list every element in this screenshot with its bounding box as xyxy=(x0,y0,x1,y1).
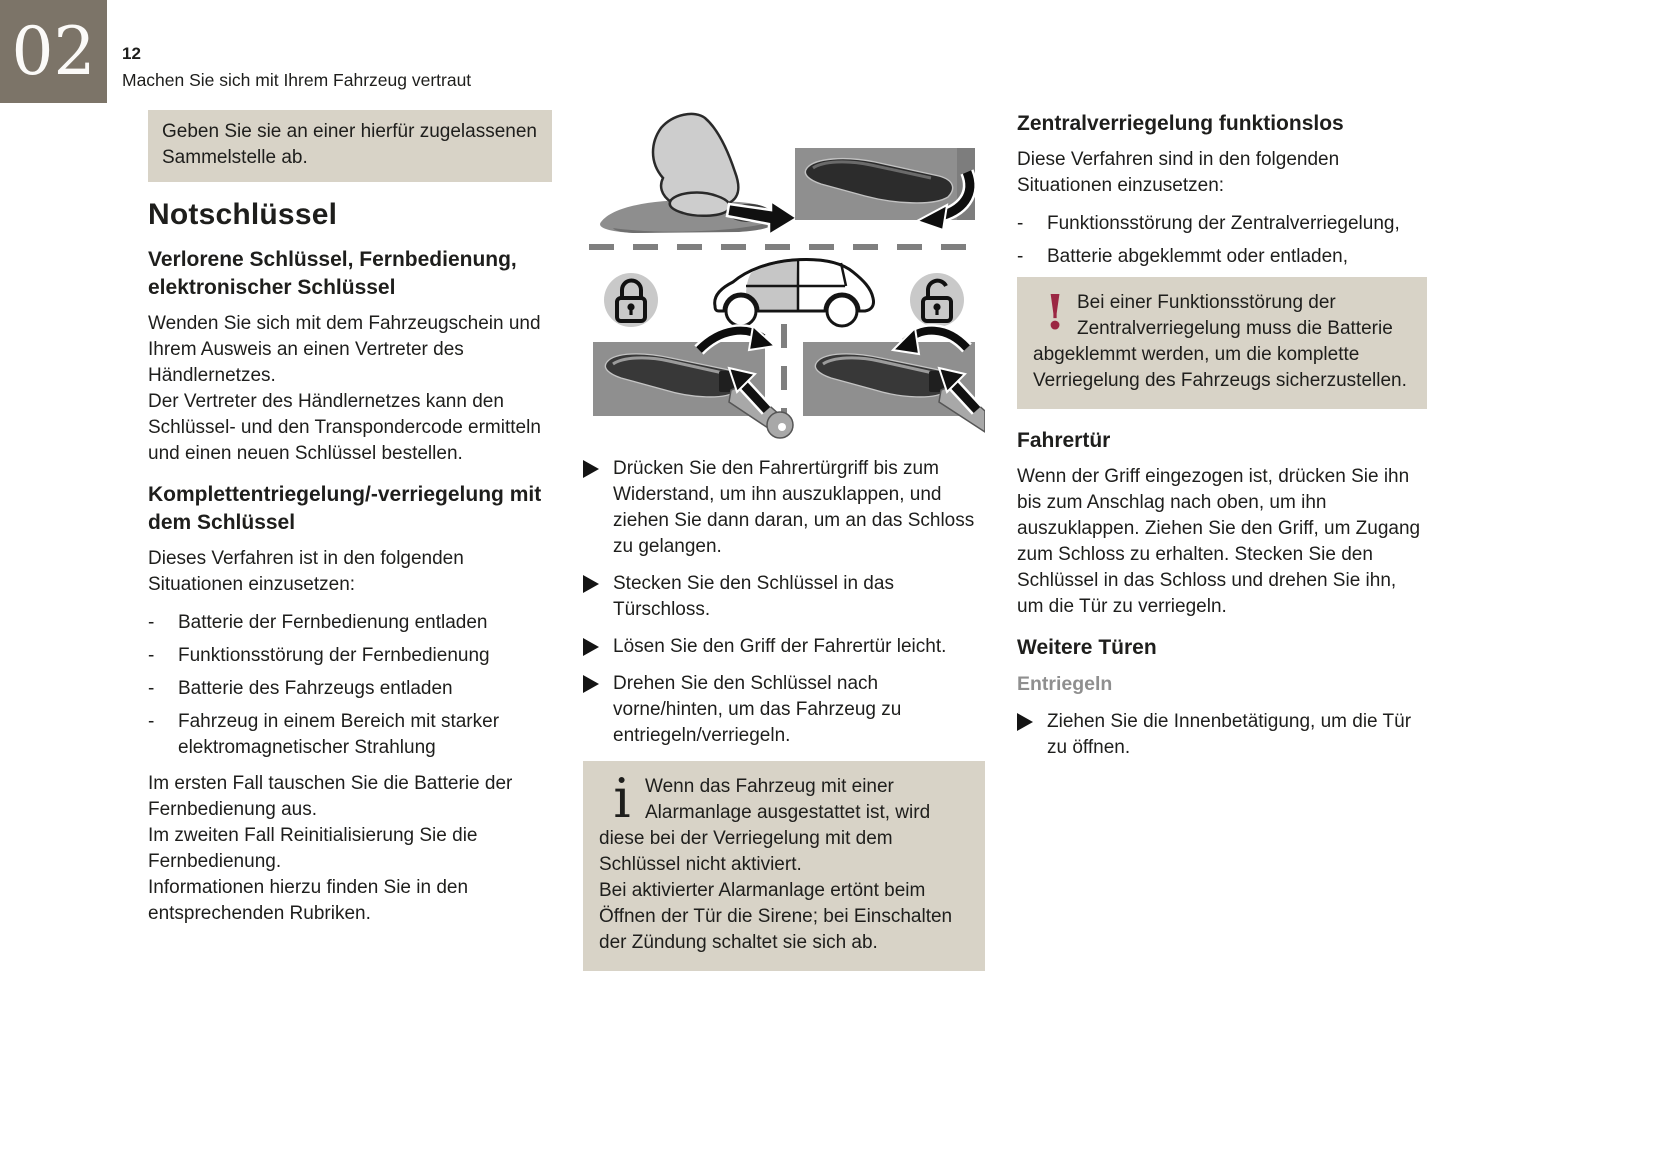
step-arrow-icon xyxy=(583,456,613,560)
step-arrow-icon xyxy=(1017,709,1047,761)
car-side-icon xyxy=(715,260,874,327)
hand-press-illustration xyxy=(600,114,797,235)
info-icon: i xyxy=(613,767,631,830)
section-heading-central-locking: Zentralverriegelung funktionslos xyxy=(1017,112,1344,135)
door-handle-photo-top xyxy=(795,148,975,230)
dash-bullet: - xyxy=(1017,213,1024,234)
situation-list xyxy=(148,610,552,761)
middle-column xyxy=(583,110,985,971)
paragraph: Informationen hierzu finden Sie in den entsprechenden Rubriken. xyxy=(148,877,469,924)
list-item-text: Funktionsstörung der Fernbedienung xyxy=(178,645,490,666)
dash-bullet: - xyxy=(148,711,155,732)
right-column xyxy=(1017,110,1427,772)
list-item xyxy=(148,643,552,669)
door-handle-photo-left xyxy=(593,326,793,438)
subsection-heading-unlock: Entriegeln xyxy=(1017,673,1113,695)
step-text: Drehen Sie den Schlüssel nach vorne/hinten, um das Fahrzeug zu entriegeln/verriegeln. xyxy=(613,673,902,746)
situation-list xyxy=(1017,211,1427,270)
paragraph: Wenn der Griff eingezogen ist, drücken Sie ihn bis zum Anschlag nach oben, um ihn auszuklappen. Ziehen Sie den Griff, um Zugang zum Schloss zu erhalten. Stecken Sie den Schlüssel in das Schloss und drehen Sie ihn, um die Tür zu verriegeln. xyxy=(1017,466,1421,617)
page-main-heading: Notschlüssel xyxy=(148,198,338,231)
step-arrow-icon xyxy=(583,634,613,660)
step-text: Ziehen Sie die Innenbetätigung, um die Tür zu öffnen. xyxy=(1047,711,1412,758)
list-item xyxy=(1017,211,1427,237)
paragraph: Im zweiten Fall Reinitialisierung Sie die Fernbedienung. xyxy=(148,825,478,872)
warning-text: Bei einer Funktionsstörung der Zentralverriegelung muss die Batterie abgeklemmt werden, um die komplette Verriegelung des Fahrzeugs sicherzustellen. xyxy=(1033,292,1407,391)
paragraph: Diese Verfahren sind in den folgenden Situationen einzusetzen: xyxy=(1017,149,1340,196)
list-item-text: Fahrzeug in einem Bereich mit starker elektromagnetischer Strahlung xyxy=(178,711,500,758)
paragraph: Im ersten Fall tauschen Sie die Batterie der Fernbedienung aus. xyxy=(148,773,513,820)
list-item xyxy=(1017,244,1427,270)
list-item-text: Funktionsstörung der Zentralverriegelung, xyxy=(1047,213,1400,234)
dash-bullet: - xyxy=(148,678,155,699)
step-text: Lösen Sie den Griff der Fahrertür leicht. xyxy=(613,636,947,657)
procedure-steps xyxy=(1017,709,1427,761)
callout-text: Geben Sie sie an einer hierfür zugelassenen Sammelstelle ab. xyxy=(162,121,537,168)
section-heading-lost-keys: Verlorene Schlüssel, Fernbedienung, elektronischer Schlüssel xyxy=(148,248,517,299)
lock-open-icon xyxy=(910,273,964,327)
paragraph: Der Vertreter des Händlernetzes kann den Schlüssel- und den Transpondercode ermitteln und einen neuen Schlüssel bestellen. xyxy=(148,391,541,464)
step-item xyxy=(1017,709,1427,761)
section-heading-driver-door: Fahrertür xyxy=(1017,429,1111,452)
list-item xyxy=(148,709,552,761)
chapter-tab xyxy=(0,0,107,103)
dash-bullet: - xyxy=(148,645,155,666)
left-column xyxy=(148,110,552,927)
paragraph-group xyxy=(148,771,552,927)
step-item xyxy=(583,456,985,560)
list-item-text: Batterie des Fahrzeugs entladen xyxy=(178,678,453,699)
step-item xyxy=(583,634,985,660)
step-item xyxy=(583,571,985,623)
door-handle-photo-right xyxy=(803,328,985,432)
step-text: Drücken Sie den Fahrertürgriff bis zum Widerstand, um ihn auszuklappen, und ziehen Sie dann daran, um an das Schloss zu gelangen. xyxy=(613,458,975,557)
warning-icon: ! xyxy=(1044,285,1066,341)
running-header-title: Machen Sie sich mit Ihrem Fahrzeug vertraut xyxy=(122,70,472,90)
info-box xyxy=(583,761,985,971)
step-text: Stecken Sie den Schlüssel in das Türschloss. xyxy=(613,573,894,620)
procedure-steps xyxy=(583,456,985,749)
list-item-text: Batterie abgeklemmt oder entladen, xyxy=(1047,246,1349,267)
step-arrow-icon xyxy=(583,671,613,749)
warning-box xyxy=(1017,277,1427,409)
dash-bullet: - xyxy=(148,612,155,633)
step-item xyxy=(583,671,985,749)
section-heading-key-unlock: Komplettentriegelung/-verriegelung mit dem Schlüssel xyxy=(148,483,542,534)
page-number: 12 xyxy=(122,44,141,63)
list-item xyxy=(148,676,552,702)
page-header xyxy=(122,44,471,91)
chapter-number: 02 xyxy=(11,12,96,90)
dash-bullet: - xyxy=(1017,246,1024,267)
list-item-text: Batterie der Fernbedienung entladen xyxy=(178,612,488,633)
callout-box xyxy=(148,110,552,182)
door-lock-illustration xyxy=(583,110,985,440)
list-item xyxy=(148,610,552,636)
lock-closed-icon xyxy=(604,273,658,327)
paragraph: Dieses Verfahren ist in den folgenden Situationen einzusetzen: xyxy=(148,548,464,595)
info-text: Wenn das Fahrzeug mit einer Alarmanlage ausgestattet ist, wird diese bei der Verriegelung mit dem Schlüssel nicht aktiviert. xyxy=(599,776,931,875)
step-arrow-icon xyxy=(583,571,613,623)
info-text: Bei aktivierter Alarmanlage ertönt beim Öffnen der Tür die Sirene; bei Einschalten der Zündung schaltet sie sich ab. xyxy=(599,880,953,953)
paragraph: Wenden Sie sich mit dem Fahrzeugschein und Ihrem Ausweis an einen Vertreter des Händlernetzes. xyxy=(148,313,541,386)
section-heading-other-doors: Weitere Türen xyxy=(1017,636,1157,659)
